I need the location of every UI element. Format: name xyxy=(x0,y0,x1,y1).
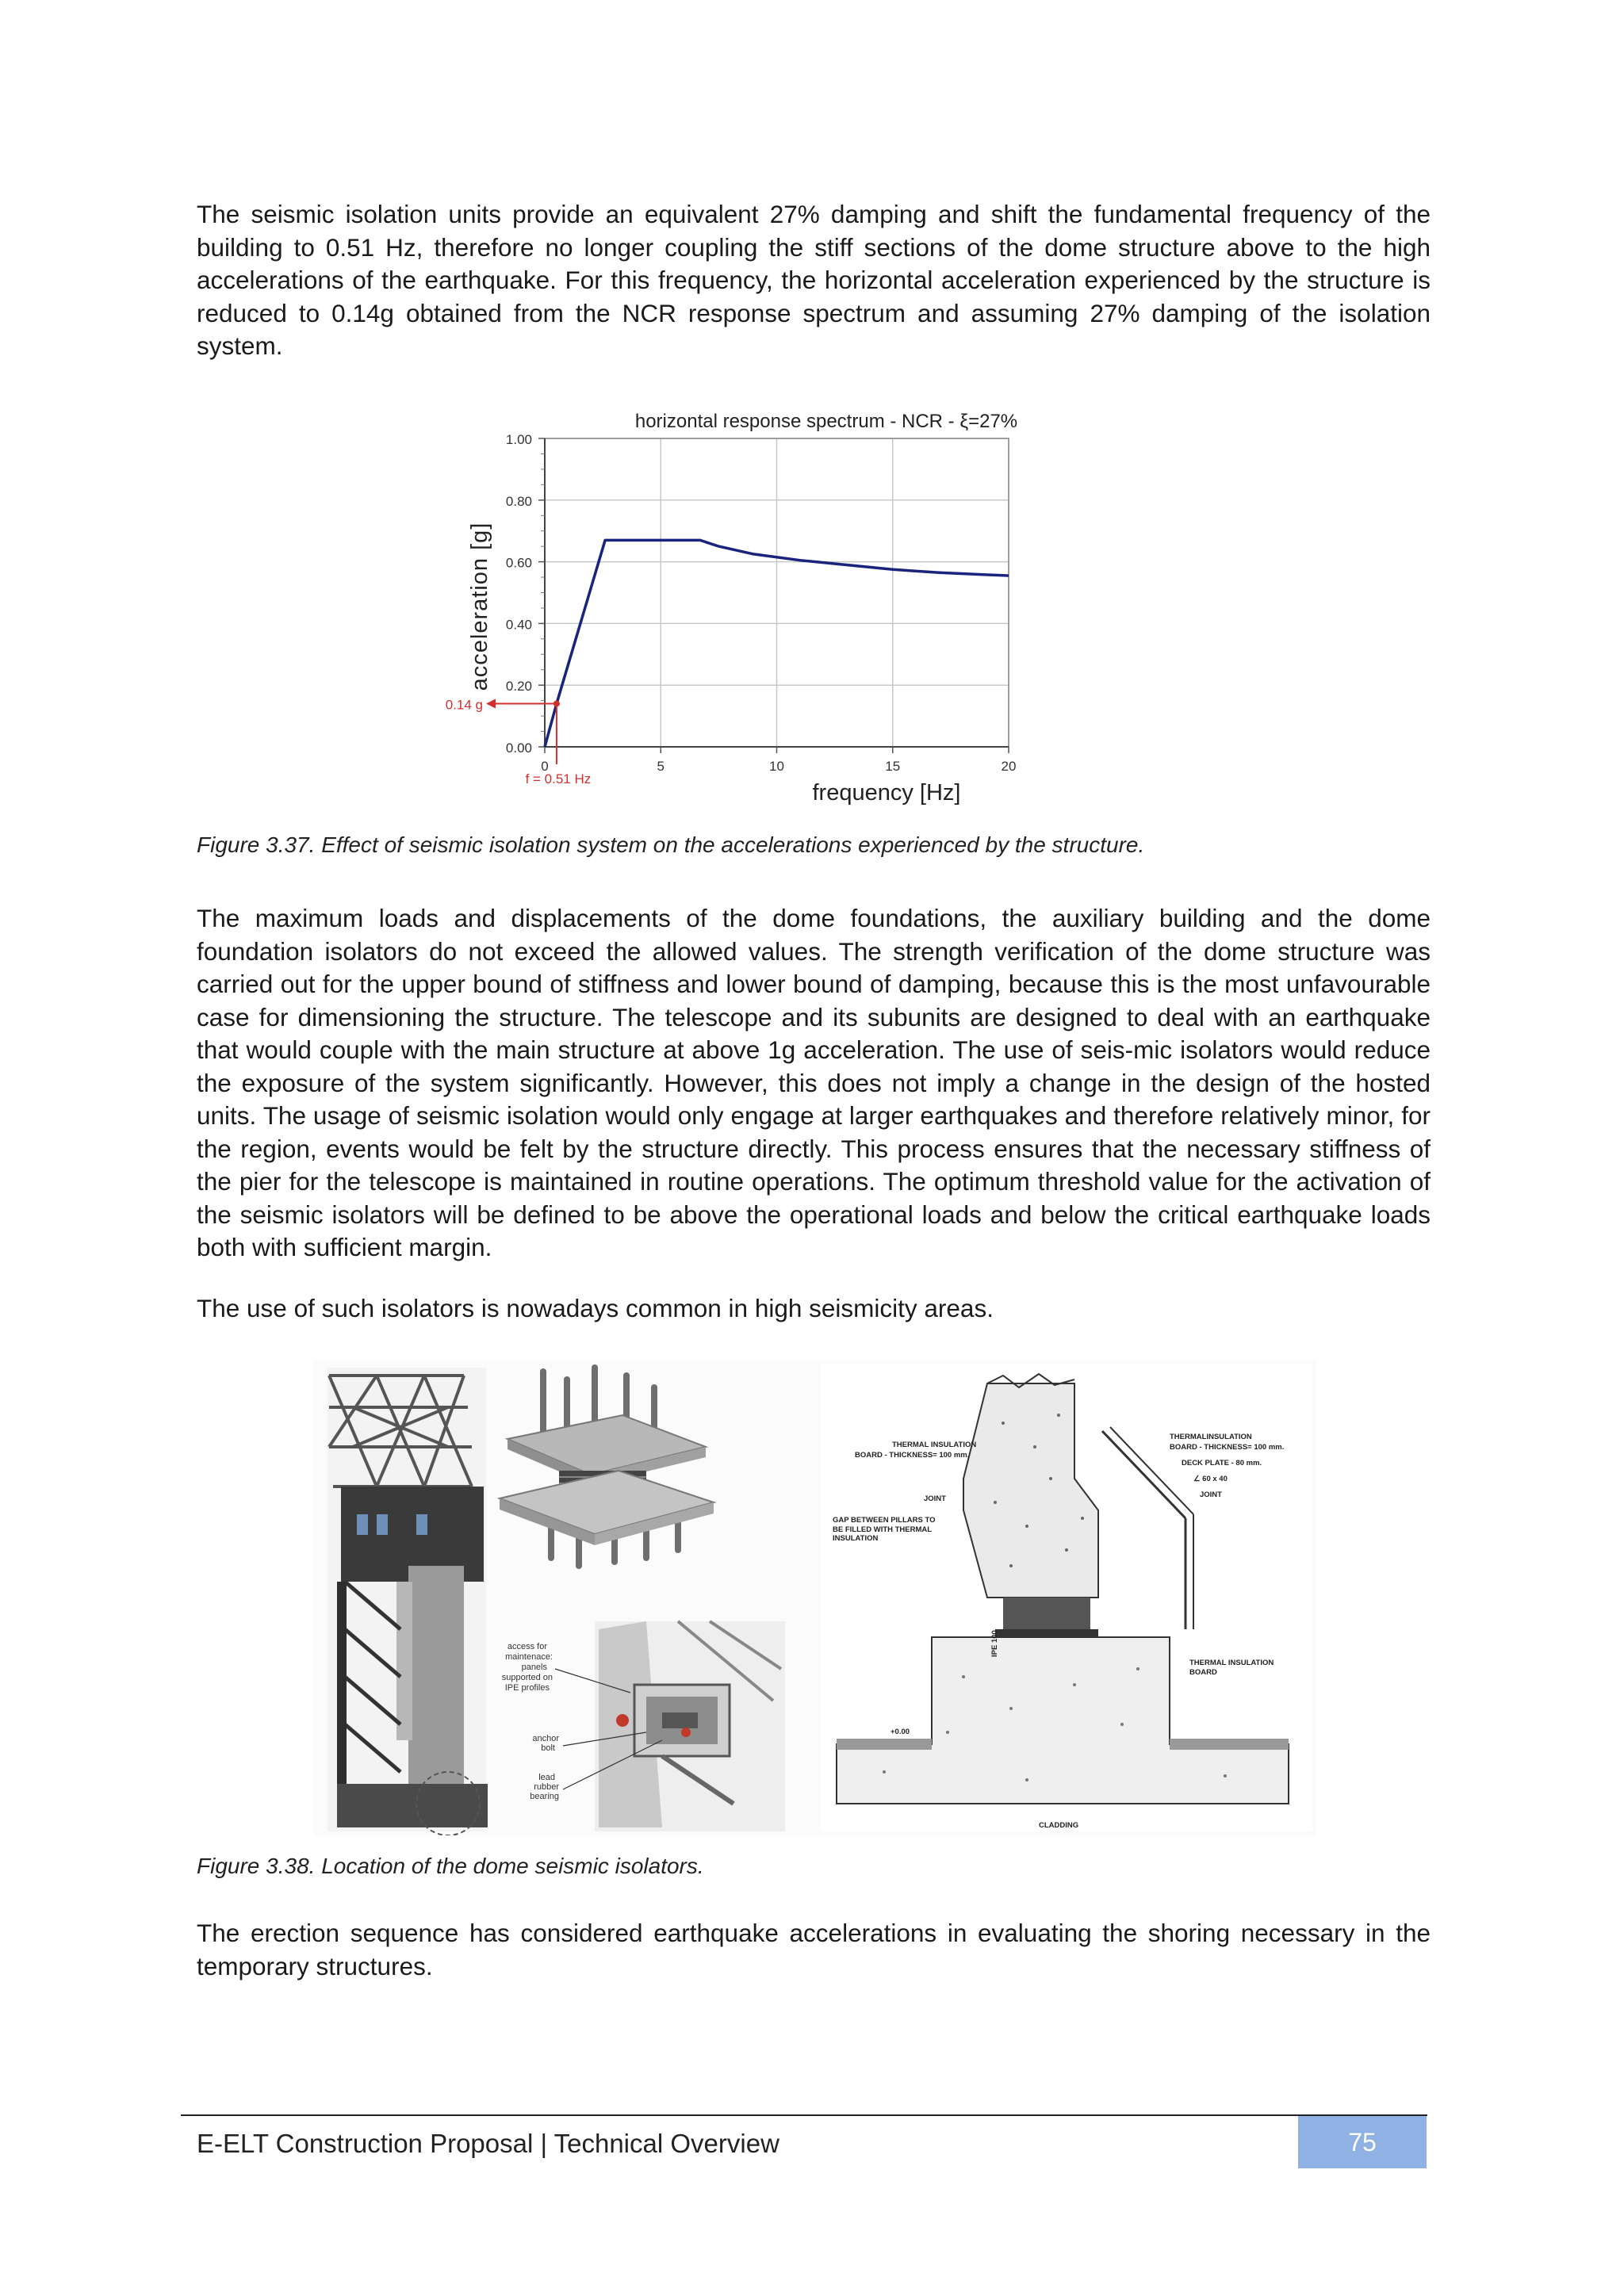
figure-caption-3-38: Figure 3.38. Location of the dome seismic isolators. xyxy=(197,1854,704,1878)
x-tick-label: 0 xyxy=(541,759,549,774)
annotation-point xyxy=(553,701,560,707)
chart-y-ticks xyxy=(506,432,545,756)
label-thermal-insulation-left-1: THERMAL INSULATION xyxy=(892,1441,977,1449)
paragraph-isolators-common: The use of such isolators is nowadays common in high seismicity areas. xyxy=(197,1294,994,1322)
y-tick-label: 0.60 xyxy=(505,555,532,571)
label-ipe: IPE 100 xyxy=(990,1630,999,1657)
paragraph-loads: The maximum loads and displacements of the dome foundations, the auxiliary building and the dome foundation isolators do not exceed the allowed values. The strength verification of the dome structure was carried out for the upper bound of stiffness and lower bound of damping, because this is the most unfavourable case for dimensioning the structure. The telescope and its subunits are designed to deal with an earthquake that would couple with the main structure at above 1g acceleration. The use of seis-mic isolators would reduce the exposure of the system significantly. However, this does not imply a change in the design of the hosted units. The usage of seismic isolation would only engage at larger earthquakes and therefore relatively minor, for the region, events would be felt by the structure directly. This process ensures that the necessary stiffness of the pier for the telescope is maintained in routine operations. The optimum threshold value for the activation of the seismic isolators will be defined to be above the operational loads and below the critical earthquake loads both with sufficient margin. xyxy=(197,904,1431,1261)
y-tick-label: 0.00 xyxy=(505,740,532,756)
y-tick-label: 1.00 xyxy=(505,432,532,447)
x-tick-label: 5 xyxy=(657,759,665,774)
chart-grid xyxy=(545,438,1009,747)
dome-isolators-figure xyxy=(313,1360,1316,1835)
x-tick-label: 20 xyxy=(1001,759,1017,774)
label-thermal-insulation-left-2: BOARD - THICKNESS= 100 mm. xyxy=(855,1451,970,1460)
label-thermal-insulation-board-2: BOARD xyxy=(1189,1668,1217,1677)
annotation-freq-label: f = 0.51 Hz xyxy=(525,771,592,786)
label-thermal-insulation-right-1: THERMALINSULATION xyxy=(1170,1433,1252,1441)
label-access-3: panels xyxy=(521,1663,547,1672)
label-anchor-2: bolt xyxy=(541,1743,555,1753)
response-spectrum-chart xyxy=(412,400,1221,813)
y-tick-label: 0.40 xyxy=(505,617,532,633)
chart-x-label: frequency [Hz] xyxy=(812,780,961,806)
label-lead-3: bearing xyxy=(530,1792,559,1801)
label-gap-3: INSULATION xyxy=(833,1534,879,1543)
label-angle-profile: ∠ 60 x 40 xyxy=(1193,1475,1228,1483)
label-thermal-insulation-right-2: BOARD - THICKNESS= 100 mm. xyxy=(1170,1443,1285,1452)
annotation-acc-arrow xyxy=(486,699,496,709)
access-detail-render xyxy=(595,1621,785,1831)
label-anchor-1: anchor xyxy=(532,1734,559,1743)
label-deck-plate: DECK PLATE - 80 mm. xyxy=(1182,1459,1262,1468)
label-level: +0.00 xyxy=(891,1728,910,1736)
label-access-5: IPE profiles xyxy=(504,1683,550,1693)
figure-caption-3-37: Figure 3.37. Effect of seismic isolation system on the accelerations experienced by the structure. xyxy=(197,832,1145,857)
y-tick-label: 0.20 xyxy=(505,679,532,695)
paragraph-intro: The seismic isolation units provide an equivalent 27% damping and shift the fundamental frequency of the building to 0.51 Hz, therefore no longer coupling the stiff sections of the dome structure above to the high accelerations of the earthquake. For this frequency, the horizontal acceleration experienced by the structure is reduced to 0.14g obtained from the NCR response spectrum and assuming 27% damping of the isolation system. xyxy=(197,200,1431,360)
annotation-acc-label: 0.14 g xyxy=(445,697,483,713)
chart-y-label: acceleration [g] xyxy=(467,522,492,691)
label-cladding: CLADDING xyxy=(1039,1821,1079,1830)
page-number: 75 xyxy=(1298,2116,1427,2168)
paragraph-erection: The erection sequence has considered earthquake accelerations in evaluating the shoring necessary in the temporary structures. xyxy=(197,1919,1431,1980)
y-tick-label: 0.80 xyxy=(505,493,532,509)
label-gap-1: GAP BETWEEN PILLARS TO xyxy=(833,1516,936,1525)
label-gap-2: BE FILLED WITH THERMAL xyxy=(833,1525,933,1534)
label-lead-2: rubber xyxy=(534,1782,559,1792)
label-joint-left: JOINT xyxy=(924,1494,946,1503)
footer-rule xyxy=(181,2114,1427,2116)
label-access-4: supported on xyxy=(501,1673,553,1682)
chart-title: horizontal response spectrum - NCR - ξ=27% xyxy=(634,411,1018,432)
chart-x-ticks xyxy=(541,747,1016,774)
footer-title: E-ELT Construction Proposal | Technical Overview xyxy=(197,2129,779,2158)
tower-render xyxy=(327,1368,488,1835)
label-joint-right: JOINT xyxy=(1200,1490,1222,1499)
x-tick-label: 10 xyxy=(769,759,784,774)
x-tick-label: 15 xyxy=(885,759,901,774)
label-access-2: maintenace: xyxy=(505,1652,553,1662)
label-lead-1: lead xyxy=(538,1773,555,1782)
label-thermal-insulation-board-1: THERMAL INSULATION xyxy=(1189,1659,1274,1667)
label-access-1: access for xyxy=(507,1642,547,1651)
